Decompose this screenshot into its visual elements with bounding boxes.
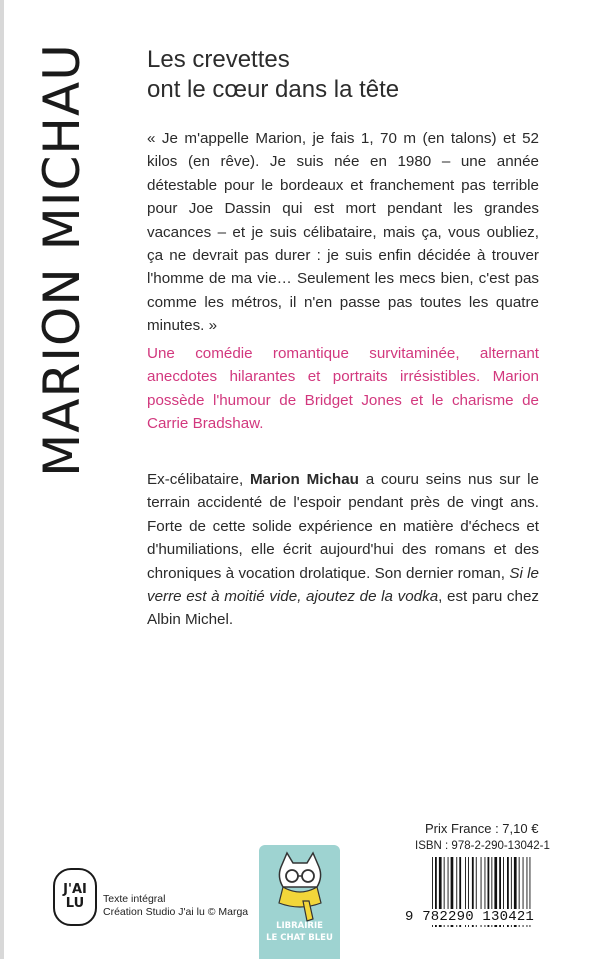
title-line-1: Les crevettes (147, 46, 290, 73)
bio-author-name: Marion Michau (250, 471, 359, 488)
credits (103, 893, 248, 919)
sticker-line-2: LE CHAT BLEU (266, 933, 333, 943)
title-line-2: ont le cœur dans la tête (147, 76, 400, 103)
tagline: Une comédie romantique survitaminée, alternant anecdotes hilarantes et portraits irrésistibles. Marion possède l'humour de Bridget Jones et le charisme de Carrie Bradshaw. (147, 345, 539, 433)
bio-text-2: , est paru chez Albin Michel. (147, 588, 539, 629)
jai-lu-logo (53, 868, 97, 926)
bio-text-1: a couru seins nus sur le terrain accidenté de l'espoir pendant près de vingt ans. Forte de cette solide expérience en matière d'échecs et d'humiliations, elle écrit aujourd'hui des romans et des chroniques à vocation drolatique. Son dernier roman, (147, 471, 539, 582)
book-title (147, 45, 399, 105)
logo-line-2: LU (65, 896, 85, 911)
logo-line-1: J'AI (63, 882, 87, 897)
price-label: Prix France : 7,10 € (425, 821, 539, 836)
sticker-line-1: LIBRAIRIE (276, 921, 323, 931)
author-bio (147, 468, 539, 632)
credit-studio: Création Studio J'ai lu © Marga (103, 906, 249, 918)
bio-intro: Ex-célibataire, (147, 471, 251, 488)
back-cover-quote: « Je m'appelle Marion, je fais 1, 70 m (en talons) et 52 kilos (en rêve). Je suis née en 1980 – une année détestable pour le bordeaux et franchement pas terrible pour Joe Dassin qui est mort pendant les grandes vacances – et je suis célibataire, mais ça, vous oubliez, ça ne devrait pas durer : je suis enfin décidée à trouver l'homme de ma vie… Seulement les mecs bien, c'est pas comme les métros, il n'en passe pas toutes les quatre minutes. » (147, 130, 539, 335)
spine-author: MARION MICHAU (33, 43, 91, 477)
isbn: ISBN : 978-2-290-13042-1 (415, 840, 550, 852)
barcode-digits: 9 782290 130421 (405, 909, 573, 925)
cover-edge (0, 0, 4, 959)
credit-text-integral: Texte intégral (103, 893, 166, 905)
cat-icon (259, 845, 340, 925)
bio-book-title: Si le verre est à moitié vide, ajoutez de la vodka (147, 564, 539, 606)
